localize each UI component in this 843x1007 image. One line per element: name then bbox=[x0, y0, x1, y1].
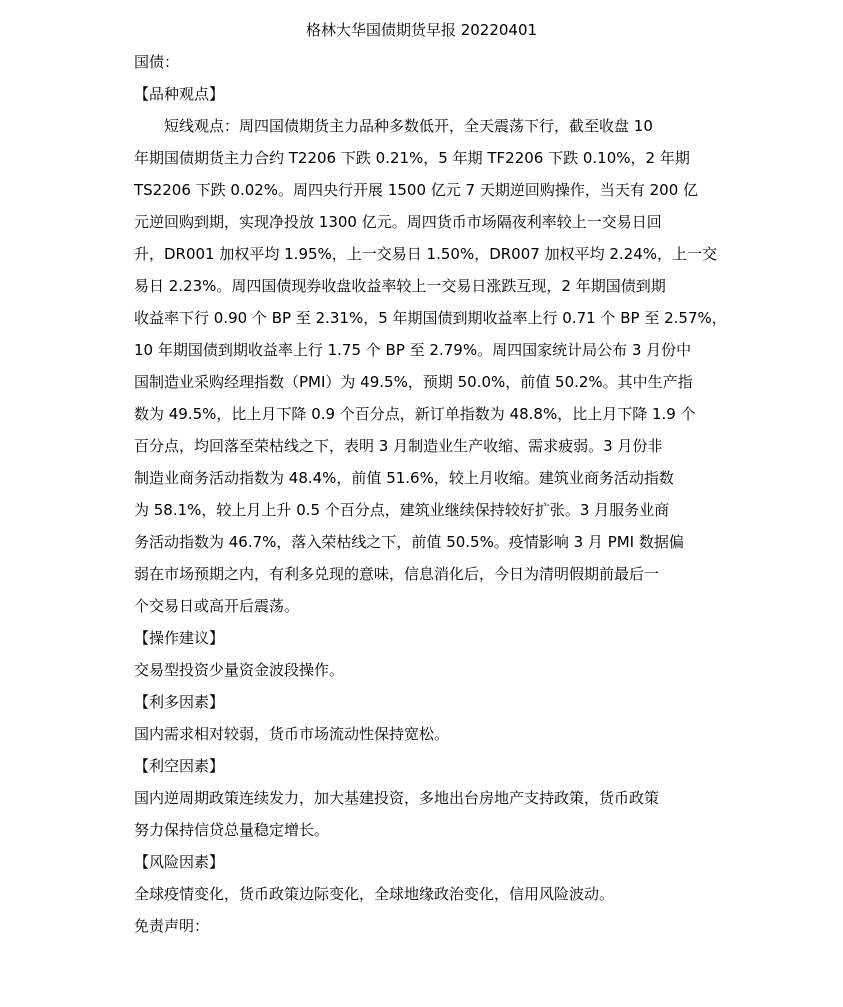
section-heading-risk-factors: 【风险因素】 bbox=[134, 853, 225, 871]
paragraph-line: 国内需求相对较弱，货币市场流动性保持宽松。 bbox=[134, 725, 450, 743]
paragraph-line: 努力保持信贷总量稳定增长。 bbox=[134, 821, 330, 839]
paragraph-line: 百分点，均回落至荣枯线之下，表明 3 月制造业生产收缩、需求疲弱。3 月份非 bbox=[134, 437, 663, 455]
paragraph-line: 元逆回购到期，实现净投放 1300 亿元。周四货币市场隔夜利率较上一交易日回 bbox=[134, 213, 662, 231]
paragraph-line: 个交易日或高开后震荡。 bbox=[134, 597, 300, 615]
document-title: 格林大华国债期货早报 20220401 bbox=[305, 21, 538, 39]
disclaimer-label: 免责声明： bbox=[134, 917, 210, 935]
paragraph-line: 国制造业采购经理指数（PMI）为 49.5%，预期 50.0%，前值 50.2%。其中生产指 bbox=[134, 373, 693, 391]
paragraph-line: 国内逆周期政策连续发力，加大基建投资，多地出台房地产支持政策，货币政策 bbox=[134, 789, 660, 807]
paragraph-line: 制造业商务活动指数为 48.4%，前值 51.6%，较上月收缩。建筑业商务活动指数 bbox=[134, 469, 674, 487]
section-heading-operation-advice: 【操作建议】 bbox=[134, 629, 225, 647]
section-heading-bearish-factors: 【利空因素】 bbox=[134, 757, 225, 775]
paragraph-line: TS2206 下跌 0.02%。周四央行开展 1500 亿元 7 天期逆回购操作，当天有 200 亿 bbox=[134, 181, 699, 199]
paragraph-line: 为 58.1%，较上月上升 0.5 个百分点，建筑业继续保持较好扩张。3 月服务业商 bbox=[134, 501, 670, 519]
section-label: 国债： bbox=[134, 53, 180, 71]
paragraph-line: 全球疫情变化，货币政策边际变化，全球地缘政治变化，信用风险波动。 bbox=[134, 885, 615, 903]
paragraph-line: 务活动指数为 46.7%，落入荣枯线之下，前值 50.5%。疫情影响 3 月 PMI 数据偏 bbox=[134, 533, 684, 551]
paragraph-line: 弱在市场预期之内，有利多兑现的意味，信息消化后，今日为清明假期前最后一 bbox=[134, 565, 660, 583]
paragraph-line: 交易型投资少量资金波段操作。 bbox=[134, 661, 345, 679]
paragraph-line: 升，DR001 加权平均 1.95%，上一交易日 1.50%，DR007 加权平均 2.24%，上一交 bbox=[134, 245, 718, 263]
paragraph-line: 短线观点：周四国债期货主力品种多数低开，全天震荡下行，截至收盘 10 bbox=[164, 117, 653, 135]
section-heading-bullish-factors: 【利多因素】 bbox=[134, 693, 225, 711]
paragraph-line: 10 年期国债到期收益率上行 1.75 个 BP 至 2.79%。周四国家统计局公布 3 月份中 bbox=[134, 341, 692, 359]
paragraph-line: 数为 49.5%，比上月下降 0.9 个百分点，新订单指数为 48.8%，比上月下降 1.9 个 bbox=[134, 405, 696, 423]
document-content bbox=[134, 46, 727, 942]
paragraph-line: 收益率下行 0.90 个 BP 至 2.31%，5 年期国债到期收益率上行 0.71 个 BP 至 2.57%， bbox=[134, 309, 727, 327]
paragraph-line: 年期国债期货主力合约 T2206 下跌 0.21%，5 年期 TF2206 下跌 0.10%，2 年期 bbox=[134, 149, 690, 167]
section-heading-variety-view: 【品种观点】 bbox=[134, 85, 225, 103]
paragraph-line: 易日 2.23%。周四国债现券收盘收益率较上一交易日涨跌互现，2 年期国债到期 bbox=[134, 277, 666, 295]
